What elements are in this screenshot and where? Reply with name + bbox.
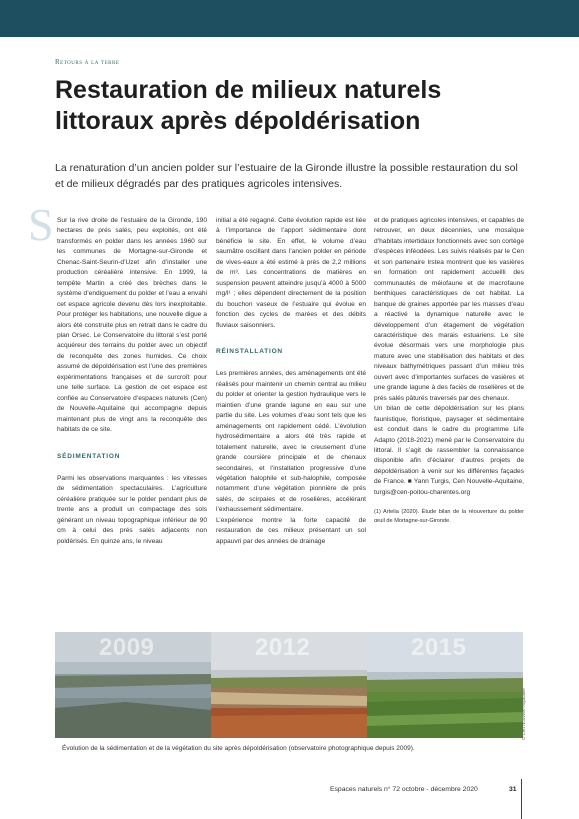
text-column-2 bbox=[216, 216, 366, 547]
text-column-3 bbox=[374, 216, 524, 525]
article-title bbox=[55, 75, 535, 137]
paragraph: Sur la rive droite de l’estuaire de la Gironde, 190 hectares de prés salés, peu exploités, ont été transformés en polder dans les années 1960 sur les communes de Mortagne-sur-Gironde et Chenac-Saint-Seurin-d’Uzet afin d’installer une production céréalière intensive. En 1999, la tempête Martin a créé des brèches dans le système d’endiguement du polder et l’eau a envahi cet espace agricole devenu dès lors inexploitable. Pour protéger les habitations, une nouvelle digue a alors été construite plus en retrait dans le cadre du plan Orsec. Le Conservatoire du littoral s’est porté acquéreur des terrains du polder avec un objectif de reconquête des zones humides. Ce choix assumé de dépoldérisation est l’une des premières expérimentations françaises et de surcroît pour une telle surface. La gestion de cet espace est confiée au Conservatoire d’espaces naturels (Cen) de Nouvelle-Aquitaine qui accompagne depuis maintenant plus de vingt ans la reconquête des habitats de ce site. bbox=[57, 217, 207, 434]
title-bold-1: Restauration bbox=[55, 76, 208, 104]
year-label: 2012 bbox=[255, 634, 311, 661]
footer-magazine: Espaces naturels n° 72 octobre - décembre 2020 bbox=[330, 786, 478, 793]
photo-2009 bbox=[55, 632, 211, 738]
article-lead: La renaturation d’un ancien polder sur l’estuaire de la Gironde illustre la possible restauration du sol et de milieux dégradés par des pratiques agricoles intensives. bbox=[55, 162, 518, 190]
footer-rule bbox=[521, 779, 522, 819]
footnote: (1) Artelia (2020). Étude bilan de la réouverture du polder œuil de Mortagne-sur-Gironde. bbox=[374, 509, 524, 524]
section-heading-sedimentation: SÉDIMENTATION bbox=[57, 452, 121, 460]
year-label: 2009 bbox=[99, 634, 155, 661]
drop-cap: S bbox=[28, 199, 54, 250]
page-number: 31 bbox=[509, 786, 517, 793]
photo-2012 bbox=[211, 632, 367, 738]
text-column-1 bbox=[57, 216, 207, 547]
photo-2015 bbox=[367, 632, 523, 738]
paragraph: Un bilan de cette dépoldérisation sur les plans faunistique, floristique, paysager et sédimentaire est conduit dans le cadre du programme Life Adapto (2018-2021) mené par le Conservatoire du littoral. Il s’agit de rassembler la connaissance disponible afin d’éclairer d’autres projets de dépoldérisation à venir sur les différentes façades de France. ■ Yann Turgis, Cen Nouvelle-Aquitaine, turgis@cen-poitou-charentes.org bbox=[374, 405, 524, 496]
paragraph: et de pratiques agricoles intensives, et capables de retrouver, en deux décennies, une mosaïque d’habitats intertidaux fonctionnels avec son cortège d’espèces inféodées. Les suivis réalisés par le Cen et son partenaire Irstea montrent que les vasières en formation ont rapidement accueilli des communautés de méiofaune et de macrofaune benthiques caractéristiques de cet habitat. La banque de graines apportée par les masses d’eau a réactivé la dynamique naturelle avec le développement d’un étagement de végétation caractéristique des marais estuariens. Le site évolue désormais vers une morphologie plus mature avec une stabilisation des habitats et des niveaux bathymétriques passant d’un milieu très ouvert avec d’importantes surfaces de vasières et une grande lagune à des faciès de roselières et de prés salés pâturés traversés par des chenaux. bbox=[374, 217, 524, 402]
paragraph: L’expérience montre la forte capacité de restauration de ces milieux présentant un sol appauvri par des années de drainage bbox=[216, 516, 366, 545]
section-heading-reinstallation: RÉINSTALLATION bbox=[216, 347, 283, 355]
paragraph: Les premières années, des aménagements ont été réalisés pour maintenir un chemin central au milieu du polder et orienter la gestion hydraulique vers le maintien d’une grande lagune en eau sur une partie du site. Les volumes d’eau sont tels que les aménagements ont rapidement cédé. L’évolution hydrosédimentaire a alors été très rapide et totalement naturelle, avec le creusement d’une grande coursière principale et de chenaux secondaires, et l’installation progressive d’une végétation halophile et sub-halophile, composée notamment d’une végétation pionnière de prés salés, de scirpaies et de roselières, accélérant l’exhaussement sédimentaire. bbox=[216, 370, 366, 514]
photo-strip bbox=[55, 632, 523, 738]
title-text-2: littoraux bbox=[55, 107, 161, 135]
section-rubric: Retours à la terre bbox=[55, 58, 120, 66]
photo-credit: © Cen Nouvelle-Aquitaine bbox=[521, 688, 526, 740]
paragraph: Parmi les observations marquantes : les vitesses de sédimentation spectaculaires. L’agriculture céréalière pratiquée sur le polder pendant plus de trente ans a produit un compactage des sols générant un niveau topographique inférieur de 90 cm à celui des prés salés adjacents non poldérisés. En quinze ans, le niveau bbox=[57, 474, 207, 545]
year-label: 2015 bbox=[411, 634, 467, 661]
photo-caption: Évolution de la sédimentation et de la végétation du site après dépoldérisation (observatoire photographique depuis 2009). bbox=[62, 745, 415, 752]
title-text-1: de milieux naturels bbox=[207, 76, 442, 104]
header-bar bbox=[0, 0, 579, 37]
paragraph: initial a été regagné. Cette évolution rapide est liée à l’importance de l’apport sédimentaire dont bénéficie le site. En effet, le volume d’eau saumâtre oscillant dans l’ancien polder en période de vives-eaux a été estimé à près de 2,2 millions de m³. Les concentrations de matières en suspension peuvent atteindre jusqu’à 4000 à 5000 mg/l¹ ; elles dépendent directement de la position du bouchon vaseux de l’estuaire qui évolue en fonction des cycles de marées et des débits fluviaux saisonniers. bbox=[216, 217, 366, 329]
title-bold-2: après dépoldérisation bbox=[160, 107, 421, 135]
